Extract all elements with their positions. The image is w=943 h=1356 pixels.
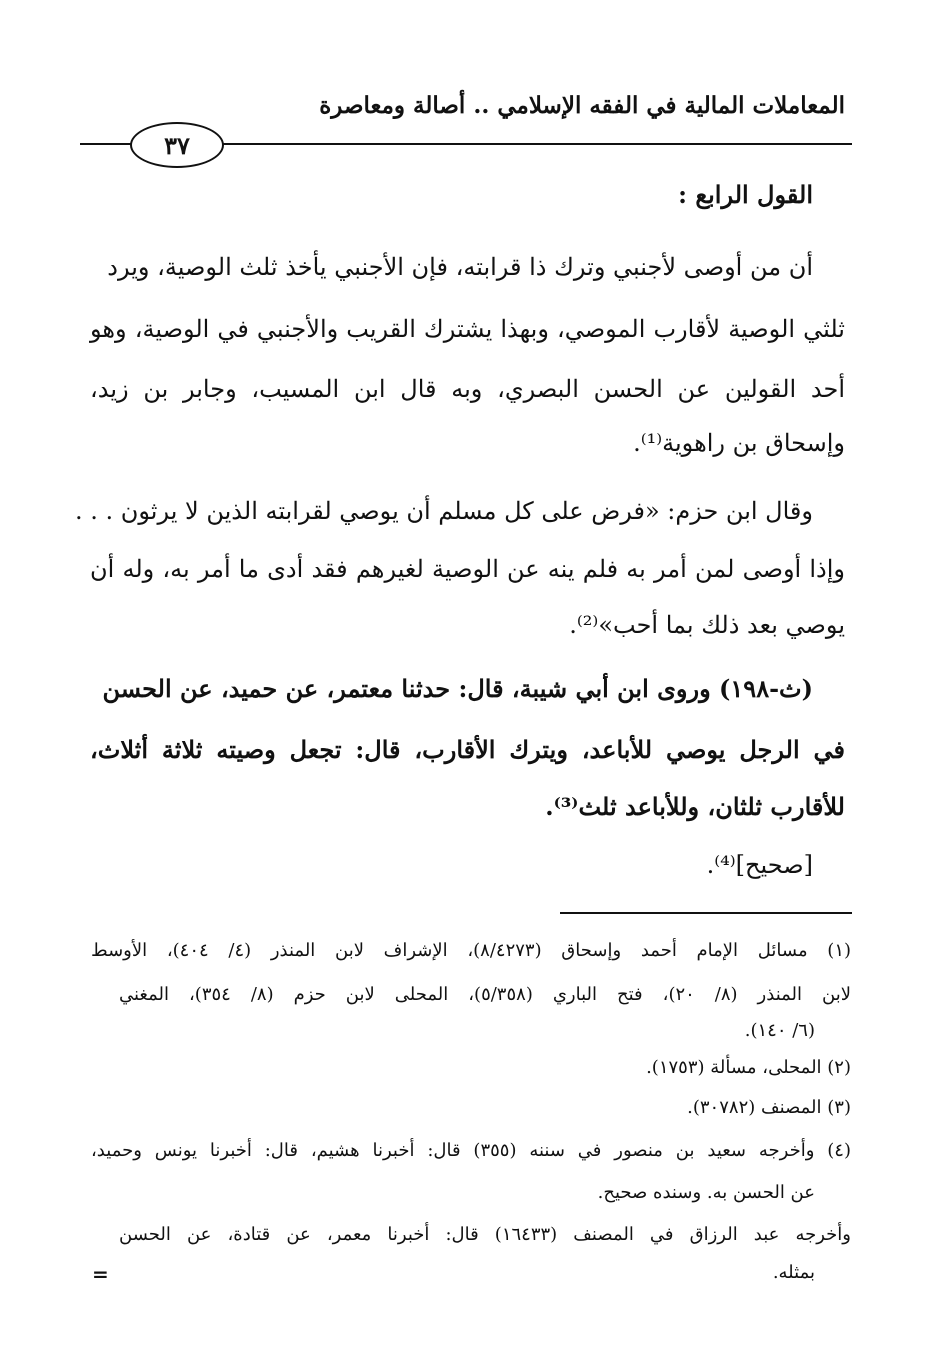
p3-line-2: في الرجل يوصي للأباعد، ويترك الأقارب، قال: تجعل وصيته ثلاثة أثلاث، (90, 735, 845, 764)
continuation-mark: = (92, 1262, 109, 1286)
footnote-4-line-2: عن الحسن به. وسنده صحيح. (597, 1182, 815, 1203)
p1-line-2: ثلثي الوصية لأقارب الموصي، وبهذا يشترك القريب والأجنبي في الوصية، وهو (90, 315, 845, 343)
section-heading: القول الرابع : (678, 180, 813, 209)
p2-line-2: وإذا أوصى لمن أمر به فلم ينه عن الوصية لغيرهم فقد أدى ما أمر به، وله أن (90, 555, 845, 583)
page-number: ٣٧ (164, 130, 190, 160)
p2-line-3: يوصي بعد ذلك بما أحب»⁽²⁾. (569, 611, 845, 639)
p1-line-1: أن من أوصى لأجنبي وترك ذا قرابته، فإن الأجنبي يأخذ ثلث الوصية، ويرد (107, 253, 813, 281)
footnote-4-line-4: بمثله. (772, 1262, 815, 1283)
footnote-1-line-2: لابن المنذر (٨/ ٢٠)، فتح الباري (٥/٣٥٨)، المحلى لابن حزم (٨/ ٣٥٤)، المغني (119, 984, 851, 1005)
p3-line-1: (ث-١٩٨) وروى ابن أبي شيبة، قال: حدثنا معتمر، عن حميد، عن الحسن (102, 674, 813, 703)
footnote-3: (٣) المصنف (٣٠٧٨٢). (687, 1097, 851, 1118)
p2-line-1: وقال ابن حزم: «فرض على كل مسلم أن يوصي لقرابته الذين لا يرثون . . . (75, 497, 813, 525)
running-title: المعاملات المالية في الفقه الإسلامي .. أصالة ومعاصرة (319, 92, 845, 119)
footnote-1-line-1: (١) مسائل الإمام أحمد وإسحاق (٨/٤٢٧٣)، الإشراف لابن المنذر (٤/ ٤٠٤)، الأوسط (91, 940, 852, 961)
footnote-rule (560, 912, 852, 914)
p1-line-3: أحد القولين عن الحسن البصري، وبه قال ابن المسيب، وجابر بن زيد، (90, 375, 845, 403)
page-number-oval (130, 122, 224, 168)
p1-line-4: وإسحاق بن راهوية⁽¹⁾. (633, 429, 845, 457)
footnote-4-line-3: وأخرجه عبد الرزاق في المصنف (١٦٤٣٣) قال: أخبرنا معمر، عن قتادة، عن الحسن (119, 1224, 852, 1245)
footnote-2: (٢) المحلى، مسألة (١٧٥٣). (646, 1057, 851, 1078)
footnote-4-line-1: (٤) وأخرجه سعيد بن منصور في سننه (٣٥٥) قال: أخبرنا هشيم، قال: أخبرنا يونس وحميد، (91, 1140, 851, 1161)
p3-line-3: للأقارب ثلثان، وللأباعد ثلث⁽³⁾. (545, 792, 845, 821)
footnote-1-line-3: (٦/ ١٤٠). (744, 1020, 815, 1041)
grading: [صحيح]⁽⁴⁾. (706, 851, 813, 879)
